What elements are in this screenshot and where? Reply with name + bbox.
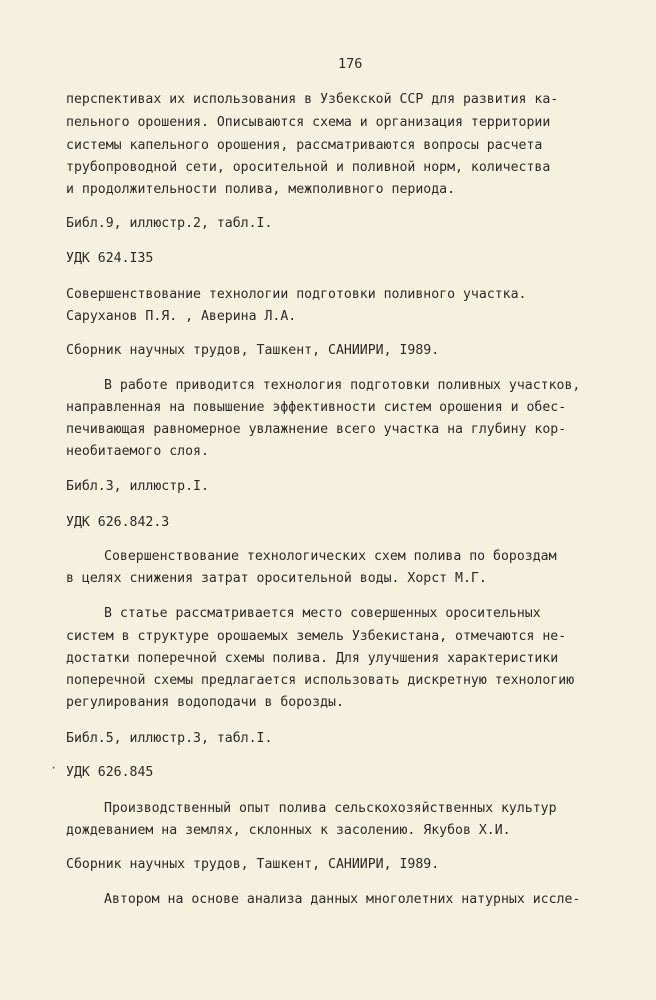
article-authors: Саруханов П.Я. , Аверина Л.А.: [66, 309, 297, 324]
abstract-line: направленная на повышение эффективности систем орошения и обес-: [66, 400, 567, 415]
abstract-line: В работе приводится технология подготовки поливных участков,: [104, 378, 581, 393]
article-title: дождеванием на землях, склонных к засолению. Якубов Х.И.: [66, 823, 511, 838]
text-line: трубопроводной сети, оросительной и поливной норм, количества: [66, 160, 551, 175]
article-title: Совершенствование технологических схем полива по бороздам: [104, 549, 557, 564]
text-line: системы капельного орошения, рассматриваются вопросы расчета: [66, 138, 543, 153]
abstract-line: Автором на основе анализа данных многолетних натурных иссле-: [104, 892, 581, 907]
article-source: Сборник научных трудов, Ташкент, САНИИРИ, I989.: [66, 343, 440, 358]
bibliography-line: Библ.5, иллюстр.3, табл.I.: [66, 731, 273, 746]
abstract-line: печивающая равномерное увлажнение всего участка на глубину кор-: [66, 422, 567, 437]
text-line: пельного орошения. Описываются схема и организация территории: [66, 115, 551, 130]
abstract-line: достатки поперечной схемы полива. Для улучшения характеристики: [66, 651, 559, 666]
article-title: в целях снижения затрат оросительной воды. Хорст М.Г.: [66, 571, 487, 586]
text-line: и продолжительности полива, межполивного периода.: [66, 182, 456, 197]
udc-code: УДК 626.842.3: [66, 515, 170, 530]
bibliography-line: Библ.9, иллюстр.2, табл.I.: [66, 216, 273, 231]
udc-code: УДК 626.845: [66, 765, 154, 780]
abstract-line: систем в структуре орошаемых земель Узбекистана, отмечаются не-: [66, 629, 567, 644]
text-line: перспективах их использования в Узбекской ССР для развития ка-: [66, 92, 559, 107]
page-number: 176: [338, 56, 363, 72]
article-source: Сборник научных трудов, Ташкент, САНИИРИ, I989.: [66, 857, 440, 872]
margin-mark: ·: [50, 761, 58, 775]
article-title: Производственный опыт полива сельскохозяйственных культур: [104, 801, 557, 816]
abstract-line: регулирования водоподачи в борозды.: [66, 695, 344, 710]
article-title: Совершенствование технологии подготовки поливного участка.: [66, 287, 527, 302]
abstract-line: необитаемого слоя.: [66, 444, 209, 459]
udc-code: УДК 624.I35: [66, 251, 154, 266]
abstract-line: В статье рассматривается место совершенных оросительных: [104, 606, 541, 621]
bibliography-line: Библ.3, иллюстр.I.: [66, 479, 209, 494]
abstract-line: поперечной схемы предлагается использовать дискретную технологию: [66, 673, 575, 688]
